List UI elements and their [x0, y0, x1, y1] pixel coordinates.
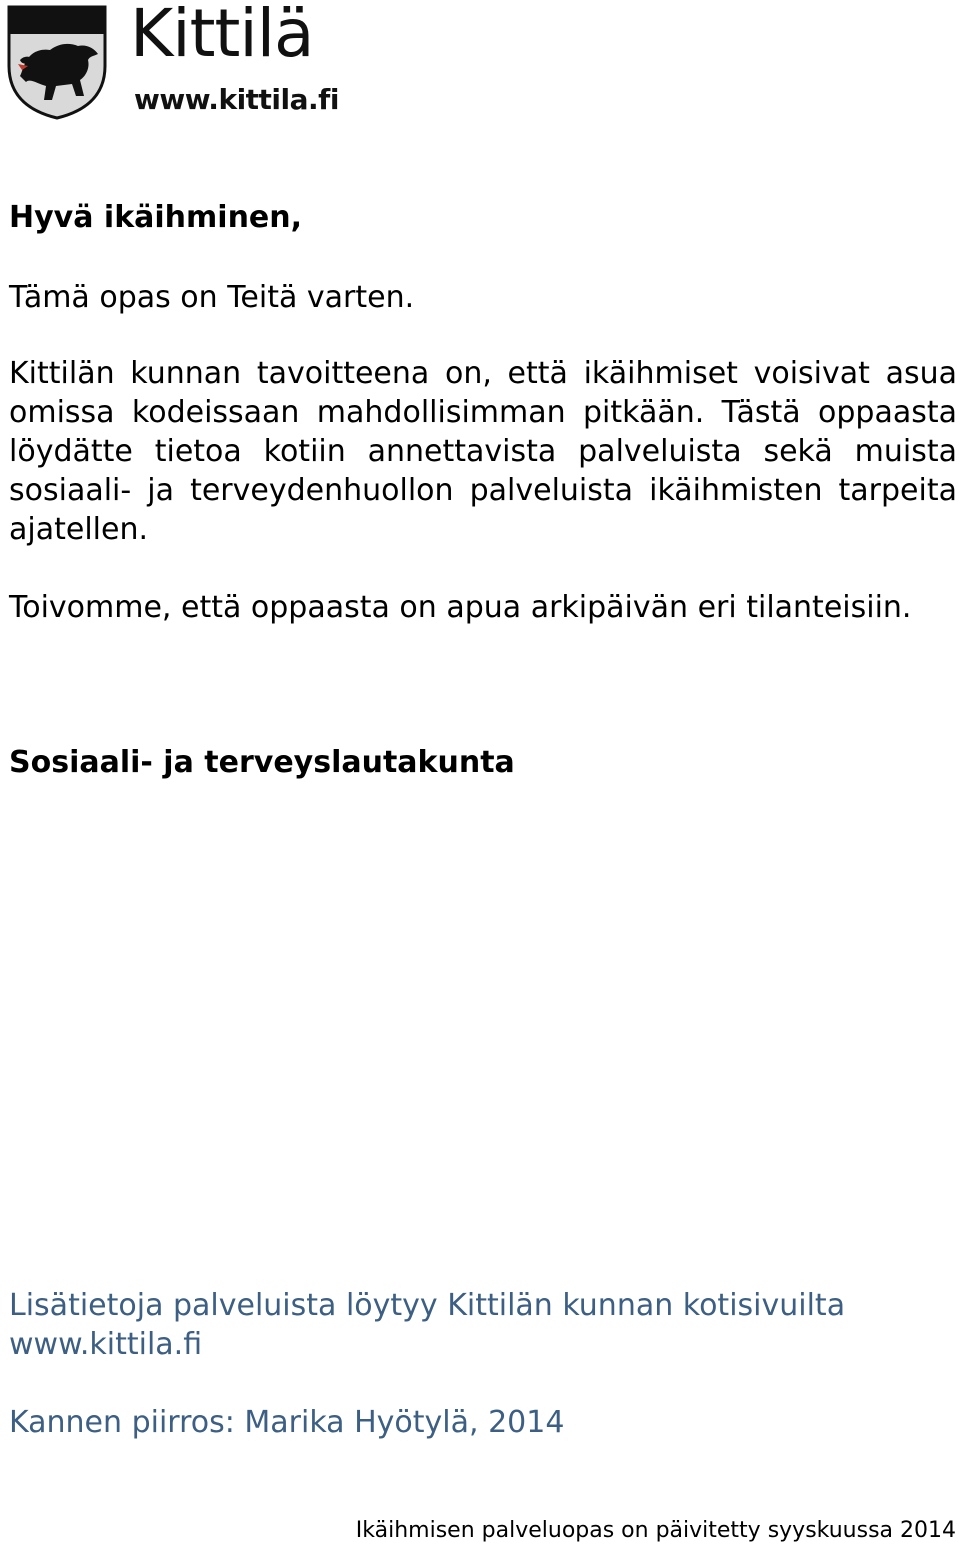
logo-name: Kittilä: [130, 0, 314, 72]
more-info-text: Lisätietoja palveluista löytyy Kittilän kunnan kotisivuilta www.kittila.fi: [9, 1288, 846, 1362]
intro-line: Tämä opas on Teitä varten.: [9, 280, 415, 315]
goal-paragraph: Kittilän kunnan tavoitteena on, että ikäihmiset voisivat asua omissa kodeissaan mahdollisimman pitkään. Tästä oppaasta löydätte tietoa kotiin annettavista palveluista sekä muista sosiaali- ja terveydenhuollon palveluista ikäihmisten tarpeita ajatellen.: [9, 356, 957, 547]
kittila-logo: [6, 0, 346, 124]
wolverine-coat-of-arms-icon: [6, 4, 108, 120]
update-note: Ikäihmisen palveluopas on päivitetty syyskuussa 2014: [355, 1518, 956, 1543]
salutation: Hyvä ikäihminen,: [9, 200, 303, 235]
wish-paragraph: Toivomme, että oppaasta on apua arkipäivän eri tilanteisiin.: [9, 590, 912, 625]
logo-url: www.kittila.fi: [134, 83, 339, 116]
signature: Sosiaali- ja terveyslautakunta: [9, 745, 515, 780]
cover-credit: Kannen piirros: Marika Hyötylä, 2014: [9, 1405, 565, 1440]
